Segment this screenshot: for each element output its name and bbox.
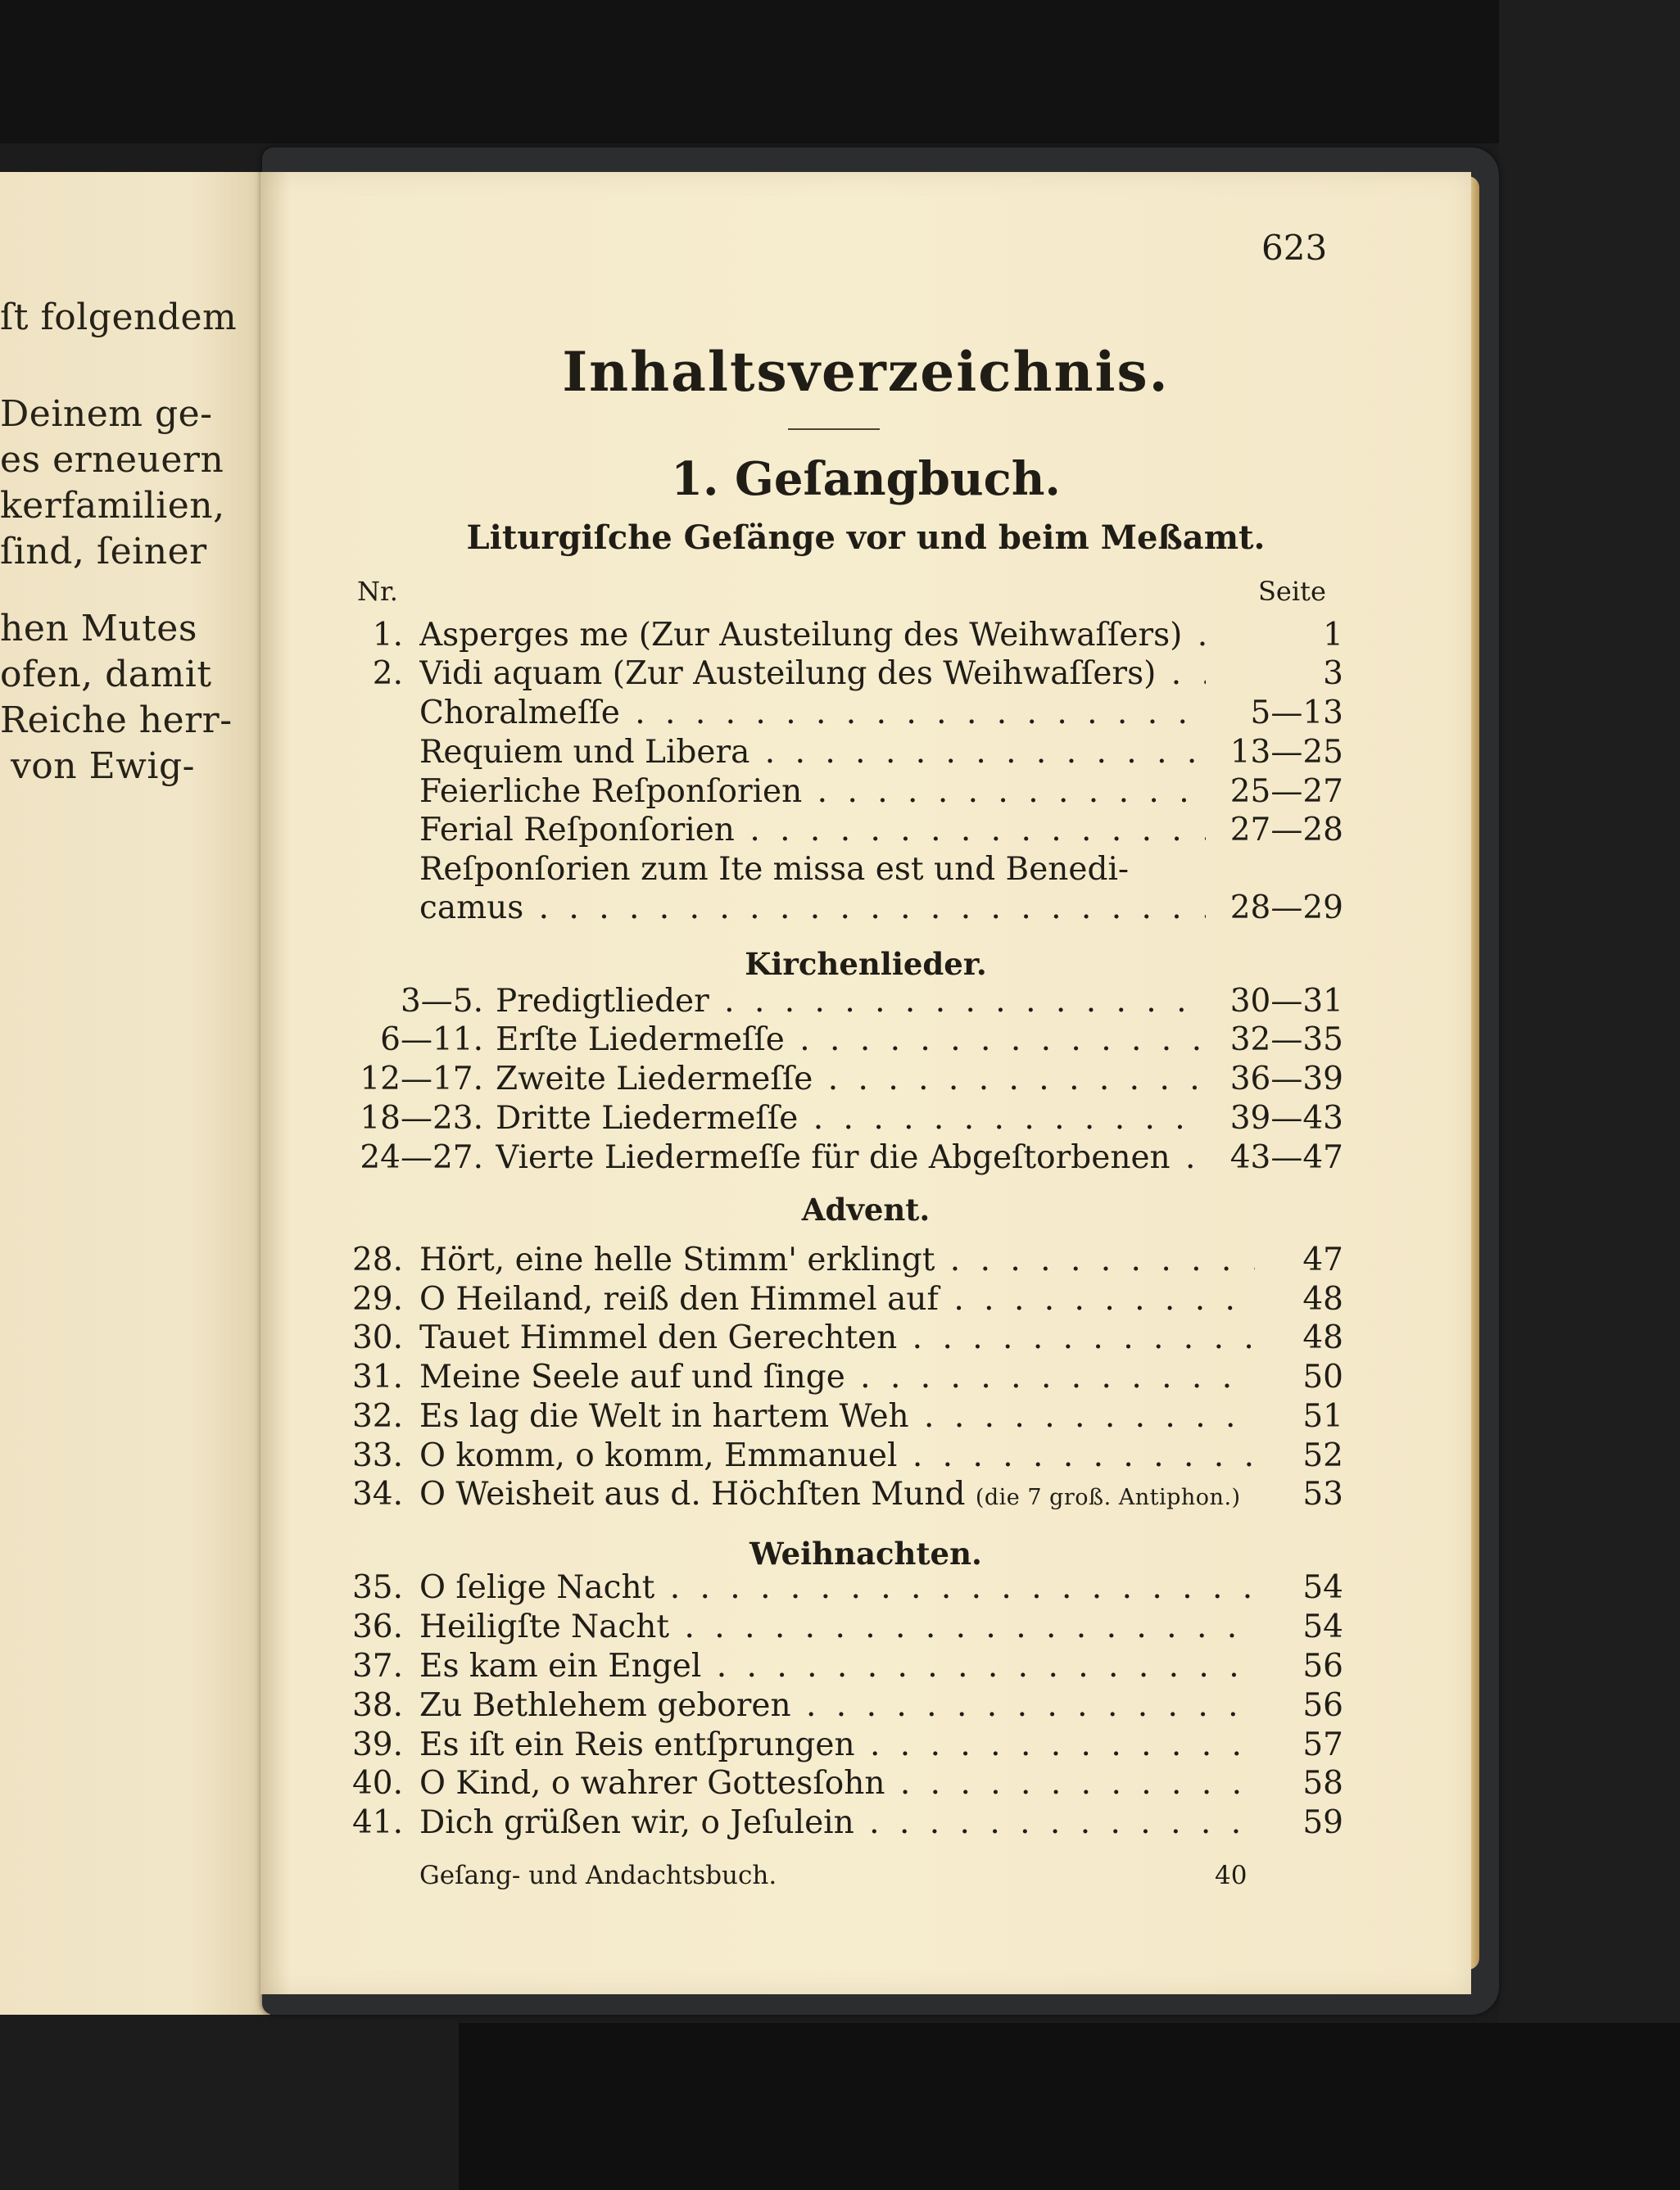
toc-entry: [0, 889, 1343, 927]
toc-entry-number: 24—27.: [360, 1139, 483, 1176]
toc-entry: [0, 617, 1343, 654]
toc-entry-title-text: Hört, eine helle Stimm' erklingt: [419, 1242, 935, 1278]
toc-entry-page: 3: [1323, 655, 1343, 692]
toc-entry: [0, 1242, 1343, 1279]
footer-book-title: Geſang- und Andachtsbuch.: [419, 1861, 777, 1890]
toc-entry-page: 57: [1302, 1726, 1343, 1763]
toc-entry-title-text: Es kam ein Engel: [419, 1648, 702, 1685]
toc-entry-title: [419, 1726, 1255, 1764]
toc-entry-title-text: O Weisheit aus d. Höchſten Mund: [419, 1476, 966, 1513]
toc-entry-title-text: Heiligſte Nacht: [419, 1609, 670, 1645]
toc-entry-number: 12—17.: [360, 1061, 483, 1097]
toc-entry-title: [419, 1804, 1255, 1842]
toc-entry: [0, 1765, 1343, 1803]
toc-entry-page: 48: [1302, 1281, 1343, 1318]
toc-entry-title-text: Vidi aquam (Zur Austeilung des Weihwaſſers): [419, 655, 1157, 692]
toc-entry-title: [419, 889, 1206, 927]
toc-entry: [0, 1021, 1343, 1059]
page-title: Inhaltsverzeichnis.: [562, 340, 1170, 404]
toc-entry-page: 28—29: [1229, 889, 1343, 926]
toc-entry-number: 33.: [351, 1437, 403, 1474]
toc-entry-page: 54: [1302, 1569, 1343, 1606]
toc-entry-title: [496, 1139, 1200, 1177]
toc-entry-page: 1: [1323, 617, 1343, 654]
toc-entry-title-text: Zu Bethlehem geboren: [419, 1687, 791, 1724]
toc-entry-title: [419, 1359, 1255, 1396]
toc-entry-page: 56: [1302, 1687, 1343, 1724]
toc-entry-page: 48: [1302, 1319, 1343, 1356]
toc-entry-number: 6—11.: [380, 1021, 483, 1058]
toc-entry-page: 58: [1302, 1765, 1343, 1802]
toc-entry-title: [419, 1687, 1255, 1725]
toc-entry: [0, 1648, 1343, 1685]
background-top: [0, 0, 1680, 143]
toc-entry-title-text: Ferial Reſponſorien: [419, 812, 735, 848]
left-page-line: Deinem ge-: [0, 393, 213, 435]
toc-entry-number: 29.: [351, 1281, 403, 1318]
toc-entry: [0, 1687, 1343, 1725]
toc-entry-number: 30.: [351, 1319, 403, 1356]
toc-entry-number: 37.: [351, 1648, 403, 1685]
toc-entry-title-text: Tauet Himmel den Gerechten: [419, 1319, 898, 1356]
toc-entry-title: [496, 983, 1200, 1020]
toc-entry-title-text: Feierliche Reſponſorien: [419, 773, 803, 810]
toc-entry-number: 41.: [351, 1804, 403, 1841]
toc-entry-page: 30—31: [1229, 983, 1343, 1020]
toc-entry-title: [419, 812, 1206, 849]
toc-entry-page: 59: [1302, 1804, 1343, 1841]
toc-entry-title-text: Vierte Liedermeſſe für die Abgeſtorbenen: [496, 1139, 1171, 1176]
section-kirchenlieder: Kirchenlieder.: [745, 946, 987, 982]
toc-entry: [0, 983, 1343, 1020]
toc-entry-title: [419, 617, 1206, 654]
toc-entry: [0, 1398, 1343, 1436]
toc-entry-title: [419, 695, 1206, 732]
toc-entry-title: [419, 1398, 1255, 1436]
toc-entry-number: 2.: [372, 655, 403, 692]
toc-entry-page: 27—28: [1229, 812, 1343, 848]
toc-entry-title-text: O komm, o komm, Emmanuel: [419, 1437, 898, 1474]
toc-entry-title: [419, 1765, 1255, 1803]
toc-entry-title-text: Dritte Liedermeſſe: [496, 1100, 799, 1137]
toc-entry-title: [419, 1281, 1255, 1319]
subsection-heading: Liturgiſche Geſänge vor und beim Meßamt.: [466, 518, 1266, 557]
toc-entry-title: [419, 1242, 1255, 1279]
background-right: [1499, 0, 1680, 2190]
toc-entry-page: 5—13: [1250, 695, 1343, 731]
left-page-line: ſt folgendem: [0, 296, 238, 338]
left-page-line: hen Mutes: [0, 608, 197, 649]
toc-entry-page: 32—35: [1229, 1021, 1343, 1058]
toc-entry-number: 35.: [351, 1569, 403, 1606]
title-divider: [788, 428, 880, 430]
toc-entry: [0, 851, 1343, 889]
column-header-nr: Nr.: [357, 576, 398, 607]
toc-entry-title-text: Predigtlieder: [496, 983, 709, 1020]
toc-entry: [0, 1476, 1343, 1514]
toc-entry-title: [419, 734, 1206, 771]
toc-entry-number: 3—5.: [400, 983, 483, 1020]
toc-entry-page: 13—25: [1229, 734, 1343, 771]
left-page-line: Reiche herr-: [0, 699, 233, 741]
toc-entry-page: 54: [1302, 1609, 1343, 1645]
toc-entry-title: [419, 1648, 1255, 1685]
toc-entry: [0, 655, 1343, 693]
toc-entry: [0, 734, 1343, 771]
toc-entry-title-text: Zweite Liedermeſſe: [496, 1061, 813, 1097]
toc-entry-page: 39—43: [1229, 1100, 1343, 1137]
toc-entry-title-text: Meine Seele auf und ſinge: [419, 1359, 845, 1396]
left-page-line: es erneuern: [0, 439, 224, 481]
toc-entry-title: [496, 1021, 1200, 1059]
toc-entry-number: 32.: [351, 1398, 403, 1435]
toc-entry-title: [419, 1476, 1271, 1517]
toc-entry-title-text: Dich grüßen wir, o Jeſulein: [419, 1804, 854, 1841]
toc-entry-title: [496, 1100, 1200, 1138]
toc-entry: [0, 1804, 1343, 1842]
toc-entry-page: 43—47: [1229, 1139, 1343, 1176]
footer-signature: 40: [1215, 1861, 1248, 1890]
toc-entry: [0, 1100, 1343, 1138]
toc-entry: [0, 1437, 1343, 1475]
toc-entry-title-text: Requiem und Libera: [419, 734, 750, 771]
toc-entry: [0, 1281, 1343, 1319]
toc-entry-title-text: Reſponſorien zum Ite missa est und Benedi-: [419, 851, 1130, 888]
left-page-line: ſind, ſeiner: [0, 531, 207, 572]
toc-entry-page: 52: [1302, 1437, 1343, 1474]
toc-entry: [0, 1609, 1343, 1646]
toc-entry-page: 56: [1302, 1648, 1343, 1685]
toc-entry: [0, 1139, 1343, 1177]
toc-entry-number: 31.: [351, 1359, 403, 1396]
toc-entry: [0, 812, 1343, 849]
toc-entry-page: 53: [1302, 1476, 1343, 1513]
page-number: 623: [1261, 228, 1328, 268]
toc-entry-title: [419, 773, 1206, 811]
toc-entry-title: [419, 1609, 1255, 1646]
toc-entry-title-text: O Kind, o wahrer Gottesſohn: [419, 1765, 885, 1802]
section-heading: 1. Geſangbuch.: [671, 452, 1061, 506]
toc-entry-title-text: O ſelige Nacht: [419, 1569, 655, 1606]
toc-entry: [0, 773, 1343, 811]
toc-entry-title-text: O Heiland, reiß den Himmel auf: [419, 1281, 939, 1318]
toc-entry: [0, 695, 1343, 732]
toc-entry: [0, 1319, 1343, 1357]
toc-entry: [0, 1061, 1343, 1098]
toc-entry-title: [419, 655, 1206, 693]
toc-entry-page: 51: [1302, 1398, 1343, 1435]
toc-entry-page: 36—39: [1229, 1061, 1343, 1097]
toc-entry-title: [419, 1319, 1255, 1357]
toc-entry-number: 38.: [351, 1687, 403, 1724]
left-page-line: von Ewig-: [10, 745, 195, 787]
toc-entry: [0, 1569, 1343, 1607]
toc-entry-title: [496, 1061, 1200, 1098]
toc-entry-title: [419, 1437, 1255, 1475]
toc-entry-page: 50: [1302, 1359, 1343, 1396]
column-header-seite: Seite: [1258, 576, 1326, 607]
toc-entry-page: 25—27: [1229, 773, 1343, 810]
toc-entry-title-text: Asperges me (Zur Austeilung des Weihwaſſers): [419, 617, 1183, 654]
toc-entry-title-text: Choralmeſſe: [419, 695, 620, 731]
toc-entry-number: 1.: [372, 617, 403, 654]
toc-entry-title-text: Es lag die Welt in hartem Weh: [419, 1398, 909, 1435]
toc-entry-number: 34.: [351, 1476, 403, 1513]
toc-entry-number: 36.: [351, 1609, 403, 1645]
background-bottom: [459, 2023, 1680, 2190]
toc-entry-number: 40.: [351, 1765, 403, 1802]
toc-entry-title-text: camus: [419, 889, 524, 926]
toc-entry-number: 39.: [351, 1726, 403, 1763]
toc-entry-title: [419, 1569, 1255, 1607]
section-weihnachten: Weihnachten.: [749, 1536, 982, 1572]
left-page-line: ofen, damit: [0, 654, 212, 695]
toc-entry-number: 18—23.: [360, 1100, 483, 1137]
toc-entry-title-text: Erſte Liedermeſſe: [496, 1021, 785, 1058]
toc-entry-title-text: Es iſt ein Reis entſprungen: [419, 1726, 855, 1763]
section-advent: Advent.: [801, 1192, 931, 1228]
left-page-line: kerfamilien,: [0, 485, 225, 527]
toc-entry-note: (die 7 groß. Antiphon.): [975, 1485, 1241, 1510]
toc-entry: [0, 1359, 1343, 1396]
toc-entry-title: [419, 851, 1206, 889]
toc-entry-number: 28.: [351, 1242, 403, 1278]
toc-entry: [0, 1726, 1343, 1764]
toc-entry-page: 47: [1302, 1242, 1343, 1278]
